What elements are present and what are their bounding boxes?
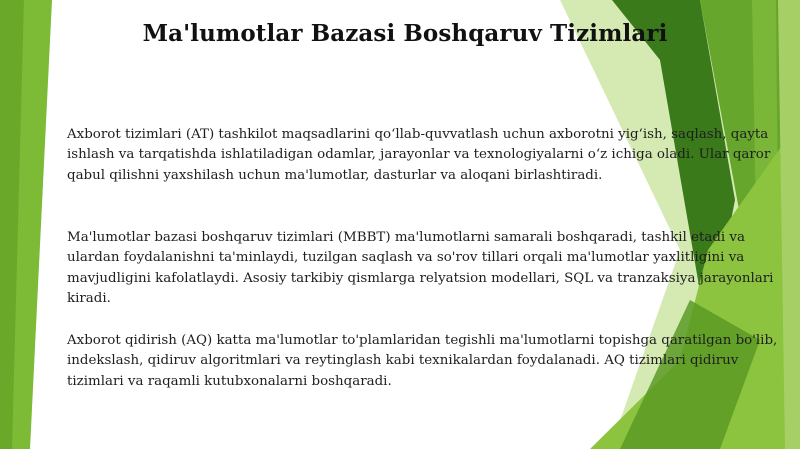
slide-title: Ma'lumotlar Bazasi Boshqaruv Tizimlari xyxy=(142,20,668,47)
paragraph-information-systems: Axborot tizimlari (AT) tashkilot maqsadlarini qo‘llab-quvvatlash uchun axborotni yig‘ish, saqlash, qayta ishlash va tarqatishda ishlatiladigan odamlar, jarayonlar va texnologiyalarni o‘z ichiga oladi. Ular qaror qabul qilishni yaxshilash uchun ma'lumotlar, dasturlar va alоqani birlashtiradi. xyxy=(67,127,771,183)
paragraph-information-retrieval: Axborot qidirish (AQ) katta ma'lumotlar to'plamlaridan tegishli ma'lumotlarni topishga qaratilgan bo'lib, indekslash, qidiruv algoritmlari va reytinglash kabi texnikalardan foydalanadi. AQ tizimlari qidiruv tizimlari va raqamli kutubxonalarni boshqaradi. xyxy=(67,333,778,389)
paragraph-dbms: Ma'lumotlar bazasi boshqaruv tizimlari (MBBT) ma'lumotlarni samarali boshqaradi, tashkil etadi va ulardan foydalanishni ta'minlaydi, tuzilgan saqlash va so'rov tillari orqali ma'lumotlar yaxlitligini va mavjudligini kafolatlaydi. Asosiy tarkibiy qismlarga relyatsion modellari, SQL va tranzaksiya jarayonlari kiradi. xyxy=(67,230,774,307)
